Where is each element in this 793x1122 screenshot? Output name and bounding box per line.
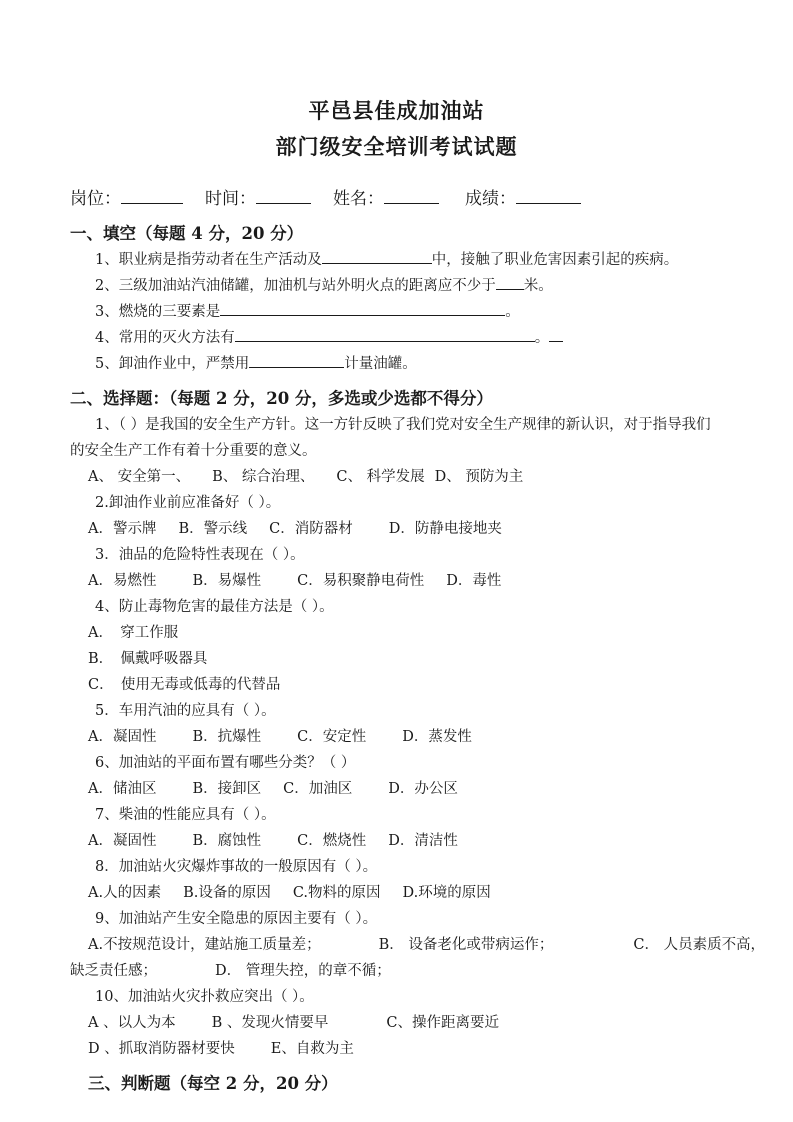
question-stem-5: 5．车用汽油的应具有（ ）。: [95, 703, 276, 719]
item-text-before: 卸油作业中，严禁用: [118, 356, 250, 372]
option-d[interactable]: D.环境的原因: [402, 885, 491, 901]
option-b[interactable]: B．警示线: [178, 521, 248, 537]
option-d[interactable]: D．蒸发性: [402, 729, 472, 745]
option-d[interactable]: D．办公区: [388, 781, 458, 797]
option-a[interactable]: A．储油区: [88, 781, 157, 797]
option-b[interactable]: B 、发现火情要早: [211, 1015, 329, 1031]
fill-in-item: [0, 351, 793, 377]
option-c[interactable]: C．加油区: [283, 781, 353, 797]
answer-blank[interactable]: [235, 327, 535, 342]
question-8-options: [0, 880, 793, 906]
item-text-after: 米。: [523, 278, 553, 294]
question-10-options-line-1: [0, 1010, 793, 1036]
question-4-option-b[interactable]: B． 佩戴呼吸器具: [88, 651, 208, 667]
question-stem-8: 8．加油站火灾爆炸事故的一般原因有（ ）。: [95, 859, 378, 875]
answer-blank[interactable]: [496, 275, 524, 290]
item-number: 2、: [95, 278, 119, 294]
option-e[interactable]: E、自救为主: [270, 1041, 354, 1057]
question-stem-4: 4、防止毒物危害的最佳方法是（ ）。: [95, 599, 334, 615]
name-input-blank[interactable]: [384, 188, 439, 204]
question-stem-text: 1、（ ）是我国的安全生产方针。这一方针反映了我们党对安全生产规律的新认识，对于指导我们的安全生产工作有着十分重要的意义。: [70, 417, 711, 459]
option-c[interactable]: C.物料的原因: [292, 885, 381, 901]
option-c[interactable]: C．消防器材: [269, 521, 353, 537]
option-a[interactable]: A．易燃性: [88, 573, 157, 589]
question-stem-10: 10、加油站火灾扑救应突出（ ）。: [95, 989, 314, 1005]
option-c[interactable]: C． 人员素质不高，: [633, 937, 766, 953]
item-text-before: 三级加油站汽油储罐，加油机与站外明火点的距离应不少于: [118, 278, 496, 294]
section-heading-multiple-choice: 二、选择题：（每题 2 分，20 分，多选或少选都不得分）: [70, 389, 493, 408]
option-a[interactable]: A.不按规范设计，建站施工质量差；: [88, 937, 321, 953]
fill-in-item: [0, 325, 793, 351]
option-a[interactable]: A．凝固性: [88, 833, 157, 849]
question-stem-6: 6、加油站的平面布置有哪些分类？（ ）: [95, 755, 356, 771]
question-5-options: [0, 724, 793, 750]
option-a[interactable]: A 、以人为本: [88, 1015, 176, 1031]
item-text-after: 计量油罐。: [344, 356, 417, 372]
answer-blank[interactable]: [220, 301, 505, 316]
question-stem-3: 3．油品的危险特性表现在（ ）。: [95, 547, 305, 563]
option-c[interactable]: C．易积聚静电荷性: [297, 573, 425, 589]
item-number: 4、: [95, 330, 119, 346]
option-d[interactable]: D．防静电接地夹: [388, 521, 502, 537]
option-c[interactable]: C、 科学发展: [336, 469, 425, 485]
page-title: 平邑县佳成加油站: [308, 98, 485, 123]
question-4-option-a[interactable]: A． 穿工作服: [88, 625, 179, 641]
question-stem-2: 2.卸油作业前应准备好（ ）。: [95, 495, 281, 511]
section-heading-fill-in: 一、填空（每题 4 分，20 分）: [70, 224, 304, 243]
post-label: 岗位：: [70, 189, 121, 209]
item-text-after: 。: [534, 330, 550, 346]
post-input-blank[interactable]: [121, 188, 183, 204]
post-field: [70, 186, 183, 212]
option-c[interactable]: C．安定性: [297, 729, 367, 745]
question-4-option-c[interactable]: C． 使用无毒或低毒的代替品: [88, 677, 281, 693]
option-d[interactable]: D 、抓取消防器材要快: [88, 1041, 235, 1057]
item-text-before: 燃烧的三要素是: [118, 304, 221, 320]
option-d[interactable]: D． 管理失控，的章不循；: [215, 963, 391, 979]
question-stem-7: 7、柴油的性能应具有（ ）。: [95, 807, 276, 823]
option-a[interactable]: A．凝固性: [88, 729, 157, 745]
answer-blank[interactable]: [322, 249, 432, 264]
option-b[interactable]: B.设备的原因: [183, 885, 271, 901]
option-b[interactable]: B．抗爆性: [192, 729, 262, 745]
score-field: [465, 186, 581, 212]
item-number: 5、: [95, 356, 119, 372]
option-a[interactable]: A、 安全第一、: [88, 469, 191, 485]
option-a[interactable]: A．警示牌: [88, 521, 157, 537]
answer-blank[interactable]: [249, 353, 344, 368]
option-b[interactable]: B．接卸区: [192, 781, 262, 797]
item-text-before: 常用的灭火方法有: [118, 330, 235, 346]
score-input-blank[interactable]: [516, 188, 581, 204]
time-input-blank[interactable]: [256, 188, 311, 204]
fill-in-item: [0, 247, 793, 273]
time-field: [205, 186, 311, 212]
question-2-options: [0, 516, 793, 542]
exam-meta-row: [0, 186, 793, 212]
question-7-options: [0, 828, 793, 854]
option-c[interactable]: C、操作距离要近: [386, 1015, 499, 1031]
name-field: [333, 186, 439, 212]
option-c-continued[interactable]: 缺乏责任感；: [70, 963, 157, 979]
item-text-after: 中，接触了职业危害因素引起的疾病。: [431, 252, 679, 268]
option-b[interactable]: B．腐蚀性: [192, 833, 262, 849]
option-b[interactable]: B．易爆性: [192, 573, 262, 589]
item-number: 1、: [95, 252, 119, 268]
option-a[interactable]: A.人的因素: [88, 885, 162, 901]
option-c[interactable]: C．燃烧性: [297, 833, 367, 849]
question-9-options-line-1: [0, 932, 793, 958]
question-9-options-line-2: [0, 958, 793, 984]
option-b[interactable]: B、 综合治理、: [212, 469, 315, 485]
name-label: 姓名：: [333, 189, 384, 209]
fill-in-item: [0, 299, 793, 325]
option-d[interactable]: D．毒性: [446, 573, 502, 589]
question-6-options: [0, 776, 793, 802]
question-10-options-line-2: [0, 1036, 793, 1062]
question-3-options: [0, 568, 793, 594]
question-stem-9: 9、加油站产生安全隐患的原因主要有（ ）。: [95, 911, 378, 927]
option-d[interactable]: D、 预防为主: [434, 469, 524, 485]
score-label: 成绩：: [465, 189, 516, 209]
section-heading-true-false: 三、判断题（每空 2 分，20 分）: [88, 1074, 338, 1093]
page-subtitle: 部门级安全培训考试试题: [275, 134, 518, 159]
answer-blank-tail[interactable]: [549, 327, 563, 342]
item-number: 3、: [95, 304, 119, 320]
option-d[interactable]: D．清洁性: [388, 833, 458, 849]
time-label: 时间：: [205, 189, 256, 209]
document-title-block: [0, 96, 793, 164]
item-text-before: 职业病是指劳动者在生产活动及: [118, 252, 322, 268]
question-1: [0, 412, 793, 464]
fill-in-item: [0, 273, 793, 299]
item-text-after: 。: [505, 304, 520, 320]
option-b[interactable]: B． 设备老化或带病运作；: [378, 937, 554, 953]
question-1-options: [0, 464, 793, 490]
